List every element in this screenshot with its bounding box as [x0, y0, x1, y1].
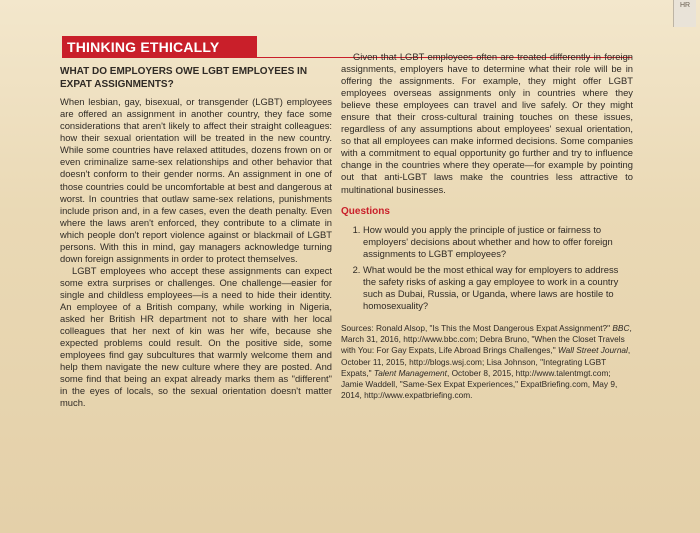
- right-paragraph-1: Given that LGBT employees often are treated differently in foreign assignments, employers have to determine what their role will be in offering the assignments. For example, they might offer LGBT employees overseas assignments only in countries where they believe these employees can travel and live safely. Or they might ensure that their cross-cultural training touches on these issues, regardless of any assumptions about employees' sexual orientation, so that all employees can make informed decisions. Some companies with a commitment to equal opportunity go further and try to influence change in the countries where they operate—for example by pointing out that anti-LGBT laws make the countries less attractive to multinational businesses.: [341, 51, 633, 195]
- page-corner-tab: HR: [673, 0, 696, 27]
- sources-pub-1: BBC: [612, 322, 630, 333]
- question-item-1: 1. How would you apply the principle of justice or fairness to employers' decisions about whether and how to offer foreign assignments to LGBT employees?: [363, 224, 633, 260]
- left-column: [60, 66, 332, 409]
- banner-title: THINKING ETHICALLY: [67, 39, 220, 55]
- right-column: [341, 51, 633, 401]
- sources-pub-3: Talent Management: [373, 367, 447, 378]
- sources-text-3: , October 11, 2015, http://blogs.wsj.com; Lisa Johnson, "Integrating LGBT Expats,": [341, 345, 631, 378]
- section-banner: [62, 36, 257, 58]
- article-heading: WHAT DO EMPLOYERS OWE LGBT EMPLOYEES IN EXPAT ASSIGNMENTS?: [60, 66, 308, 90]
- questions-list: [341, 224, 633, 312]
- left-paragraph-2: LGBT employees who accept these assignments can expect some extra surprises or challenges. One challenge—easier for single and childless employees—is a need to hide their identity. An employee of a British company, while working in Nigeria, asked her British HR department not to share with her local colleagues that her next of kin was her wife, because she expected problems could result. On the positive side, some employees find gay subcultures that warmly welcome them and help them navigate the new culture where they are posted. And some find that being an expat already marks them as "different" in the eyes of locals, so the sexual orientation doesn't matter much.: [60, 264, 332, 409]
- left-paragraph-1: When lesbian, gay, bisexual, or transgender (LGBT) employees are offered an assignment in another country, they face some considerations that aren't likely to affect their straight colleagues: how their sexual orientation will be treated in the new country. While some countries have relaxed attitudes, dozens frown on or even criminalize same-sex relationships and other behavior that doesn't conform to their gender norms. An assignment in one of those countries could be uncomfortable at best and dangerous at worst. In countries that outlaw same-sex relations, punishments include prison and, in a few cases, even the death penalty. Even where the laws aren't enforced, they contribute to a climate in which people don't report violence against or blackmail of LGBT persons. With this in mind, gay managers acknowledge turning down foreign assignments in order to protect themselves.: [60, 96, 332, 264]
- sources-pub-2: Wall Street Journal: [557, 345, 628, 356]
- questions-title: Questions: [341, 205, 390, 217]
- sources-text-1: Sources: Ronald Alsop, "Is This the Most Dangerous Expat Assignment?": [341, 322, 613, 333]
- sources-block: [341, 323, 633, 401]
- sources-text-4: , October 8, 2015, http://www.talentmgt.com; Jamie Waddell, "Same-Sex Expat Experiences," ExpatBriefing.com, May 9, 2014, http://www.expatbriefing.com.: [341, 367, 618, 401]
- sources-text-2: , March 31, 2016, http://www.bbc.com; Debra Bruno, "When the Closet Travels with You: For Gay Expats, Life Abroad Brings Challenges,": [341, 322, 632, 356]
- question-item-2: 2. What would be the most ethical way for employers to address the safety risks of asking a gay employee to work in a country such as Dubai, Russia, or Uganda, where laws are hostile to homosexuality?: [363, 264, 633, 312]
